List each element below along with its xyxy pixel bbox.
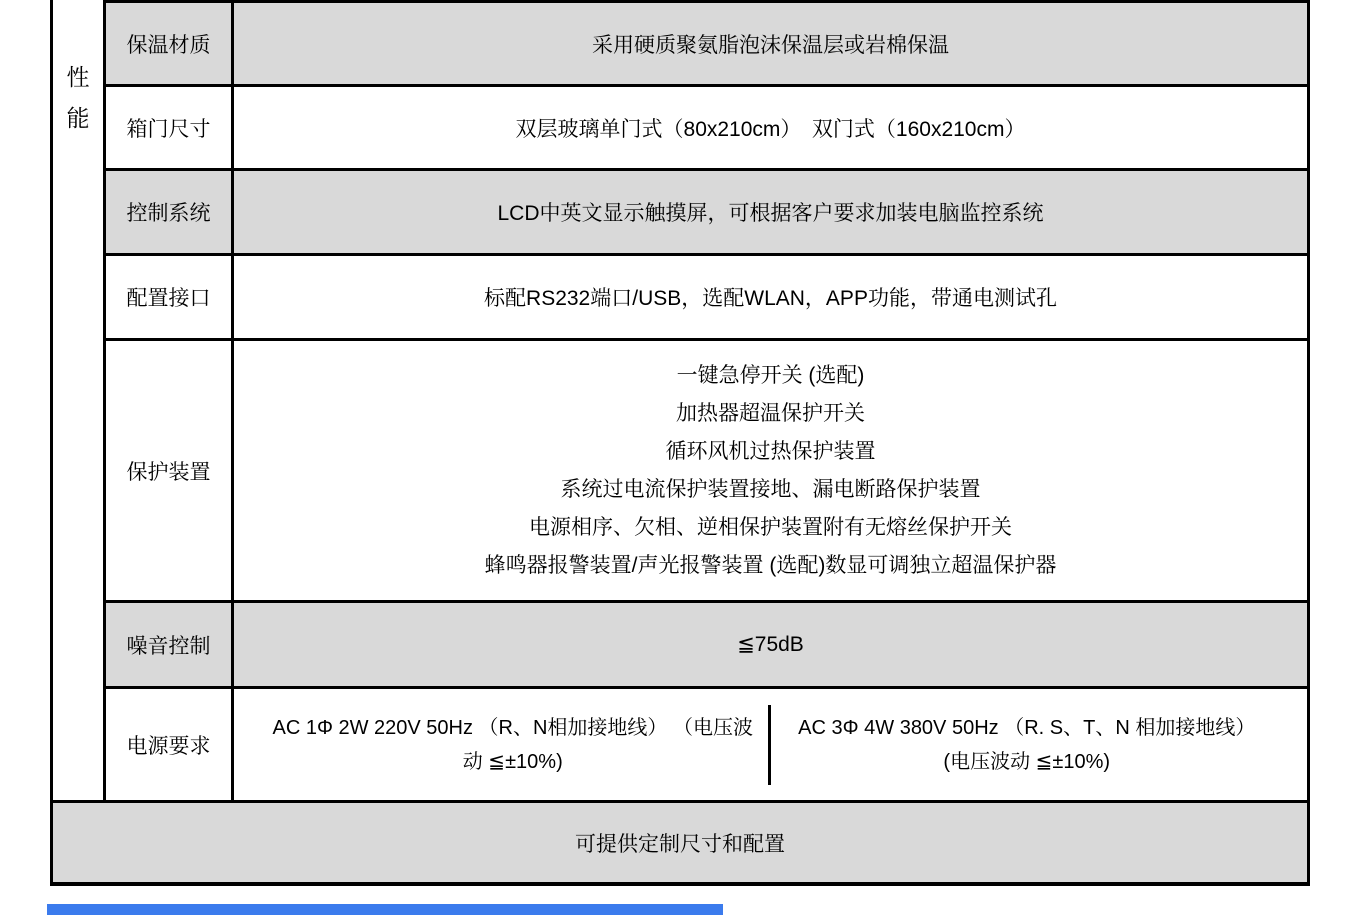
protection-line: 循环风机过热保护装置 bbox=[665, 439, 876, 463]
row-noise-control bbox=[106, 600, 1307, 686]
protection-line: 蜂鸣器报警装置/声光报警装置 (选配)数显可调独立超温保护器 bbox=[484, 553, 1057, 577]
section-label: 性能 bbox=[66, 64, 90, 131]
row-label: 保温材质 bbox=[106, 3, 234, 84]
row-insulation-material bbox=[106, 0, 1307, 84]
row-control-system bbox=[106, 168, 1307, 253]
row-value: 双层玻璃单门式（80x210cm） 双门式（160x210cm） bbox=[515, 117, 1026, 141]
protection-line: 加热器超温保护开关 bbox=[676, 401, 865, 425]
spec-rows bbox=[106, 0, 1310, 800]
row-label: 控制系统 bbox=[106, 171, 234, 253]
row-value: ≦75dB bbox=[234, 603, 1307, 686]
row-value bbox=[234, 689, 1307, 800]
protection-line: 系统过电流保护装置接地、漏电断路保护装置 bbox=[560, 477, 981, 501]
row-interface bbox=[106, 253, 1307, 338]
row-value: 采用硬质聚氨脂泡沫保温层或岩棉保温 bbox=[234, 3, 1307, 84]
row-value: 标配RS232端口/USB，选配WLAN，APP功能，带通电测试孔 bbox=[484, 287, 1057, 310]
row-label: 噪音控制 bbox=[106, 603, 234, 686]
custom-size-note-row bbox=[50, 800, 1310, 886]
protection-line: 电源相序、欠相、逆相保护装置附有无熔丝保护开关 bbox=[529, 515, 1012, 539]
row-power-requirements bbox=[106, 686, 1307, 800]
row-protection-devices bbox=[106, 338, 1307, 600]
performance-section bbox=[50, 0, 1310, 800]
row-label: 保护装置 bbox=[106, 341, 234, 600]
row-value bbox=[234, 341, 1307, 600]
spec-table bbox=[50, 0, 1310, 886]
protection-line: 一键急停开关 (选配) bbox=[676, 363, 865, 387]
power-single-phase-cell: AC 1Φ 2W 220V 50Hz （R、N相加接地线） （电压波动 ≦±10%) bbox=[258, 705, 771, 785]
row-door-size bbox=[106, 84, 1307, 168]
row-label: 配置接口 bbox=[106, 256, 234, 338]
performance-column bbox=[50, 0, 106, 800]
row-label: 箱门尺寸 bbox=[106, 87, 234, 168]
horizontal-scrollbar-thumb[interactable] bbox=[47, 904, 723, 915]
custom-size-note: 可提供定制尺寸和配置 bbox=[575, 832, 785, 856]
row-value: LCD中英文显示触摸屏，可根据客户要求加装电脑监控系统 bbox=[234, 171, 1307, 253]
power-three-phase-cell: AC 3Φ 4W 380V 50Hz （R. S、T、N 相加接地线） (电压波动 ≦±10%) bbox=[798, 716, 1256, 773]
row-label: 电源要求 bbox=[106, 689, 234, 800]
